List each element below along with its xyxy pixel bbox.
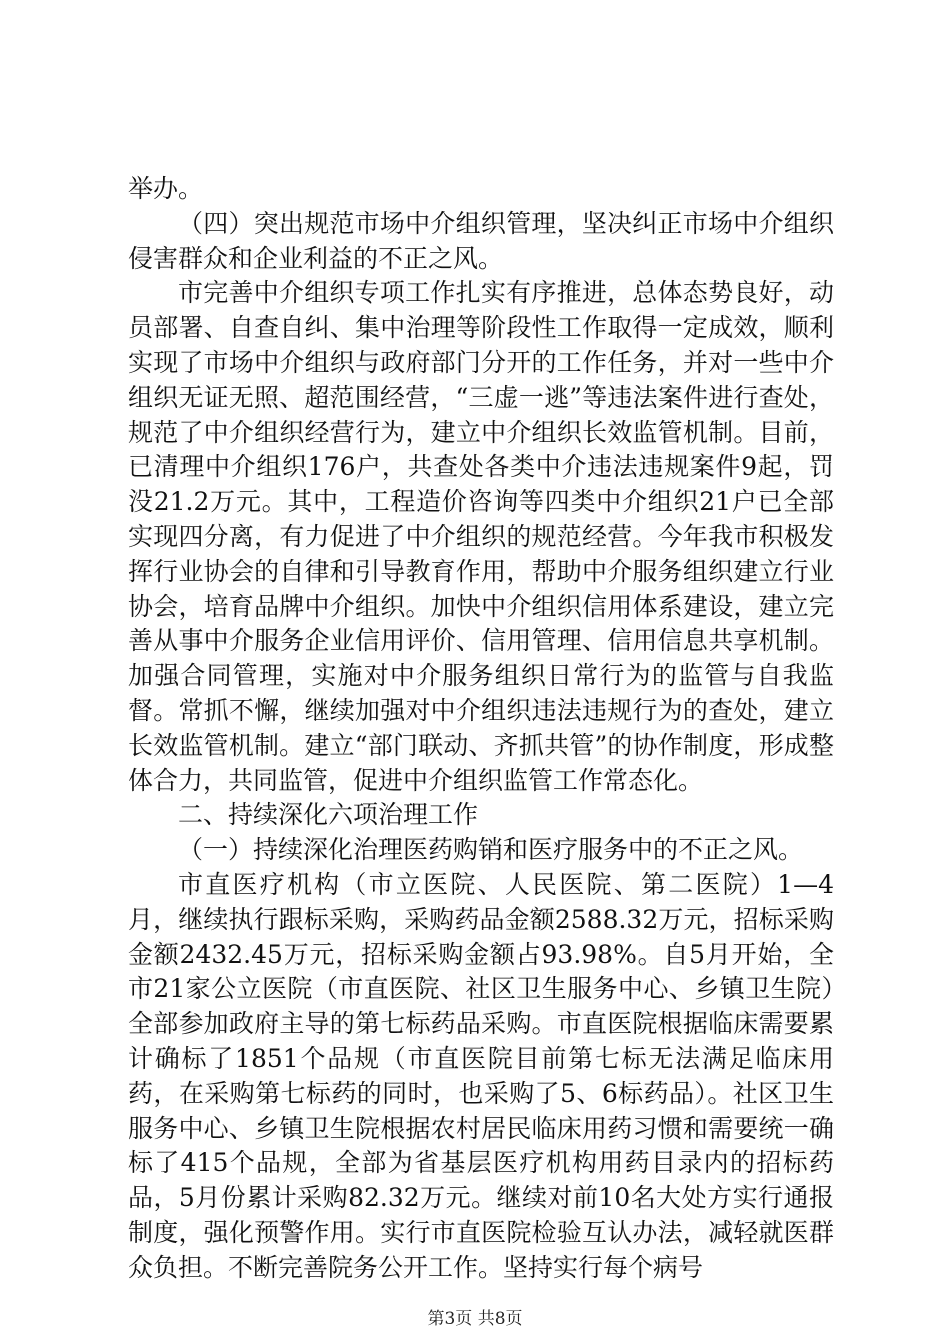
page-number-footer: 第3页 共8页 (427, 1309, 523, 1329)
document-body (128, 172, 834, 1286)
paragraph-1: 举办。 (128, 174, 204, 203)
paragraph-6: 市直医疗机构（市立医院、人民医院、第二医院）1—4月，继续执行跟标采购，采购药品金额2588.32万元，招标采购金额2432.45万元，招标采购金额占93.98%。自5月开始，全市21家公立医院（市直医院、社区卫生服务中心、乡镇卫生院）全部参加政府主导的第七标药品采购。市直医院根据临床需要累计确标了1851个品规（市直医院目前第七标无法满足临床用药，在采购第七标药的同时，也采购了5、6标药品）。社区卫生服务中心、乡镇卫生院根据农村居民临床用药习惯和需要统一确标了415个品规，全部为省基层医疗机构用药目录内的招标药品，5月份累计采购82.32万元。继续对前10名大处方实行通报制度，强化预警作用。实行市直医院检验互认办法，减轻就医群众负担。不断完善院务公开工作。坚持实行每个病号 (128, 869, 834, 1282)
paragraph-2: （四）突出规范市场中介组织管理，坚决纠正市场中介组织侵害群众和企业利益的不正之风。 (128, 208, 834, 273)
subsection-heading: （一）持续深化治理医药购销和医疗服务中的不正之风。 (178, 835, 804, 865)
paragraph-3: 市完善中介组织专项工作扎实有序推进，总体态势良好，动员部署、自查自纠、集中治理等阶段性工作取得一定成效，顺利实现了市场中介组织与政府部门分开的工作任务，并对一些中介组织无证无照、超范围经营，“三虚一逃”等违法案件进行查处，规范了中介组织经营行为，建立中介组织长效监管机制。目前，已清理中介组织176户，共查处各类中介违法违规案件9起，罚没21.2万元。其中，工程造价咨询等四类中介组织21户已全部实现四分离，有力促进了中介组织的规范经营。今年我市积极发挥行业协会的自律和引导教育作用，帮助中介服务组织建立行业协会，培育品牌中介组织。加快中介组织信用体系建设，建立完善从事中介服务企业信用评价、信用管理、信用信息共享机制。加强合同管理，实施对中介服务组织日常行为的监管与自我监督。常抓不懈，继续加强对中介组织违法违规行为的查处，建立长效监管机制。建立“部门联动、齐抓共管”的协作制度，形成整体合力，共同监管，促进中介组织监管工作常态化。 (128, 278, 834, 795)
section-heading: 二、持续深化六项治理工作 (178, 800, 479, 830)
